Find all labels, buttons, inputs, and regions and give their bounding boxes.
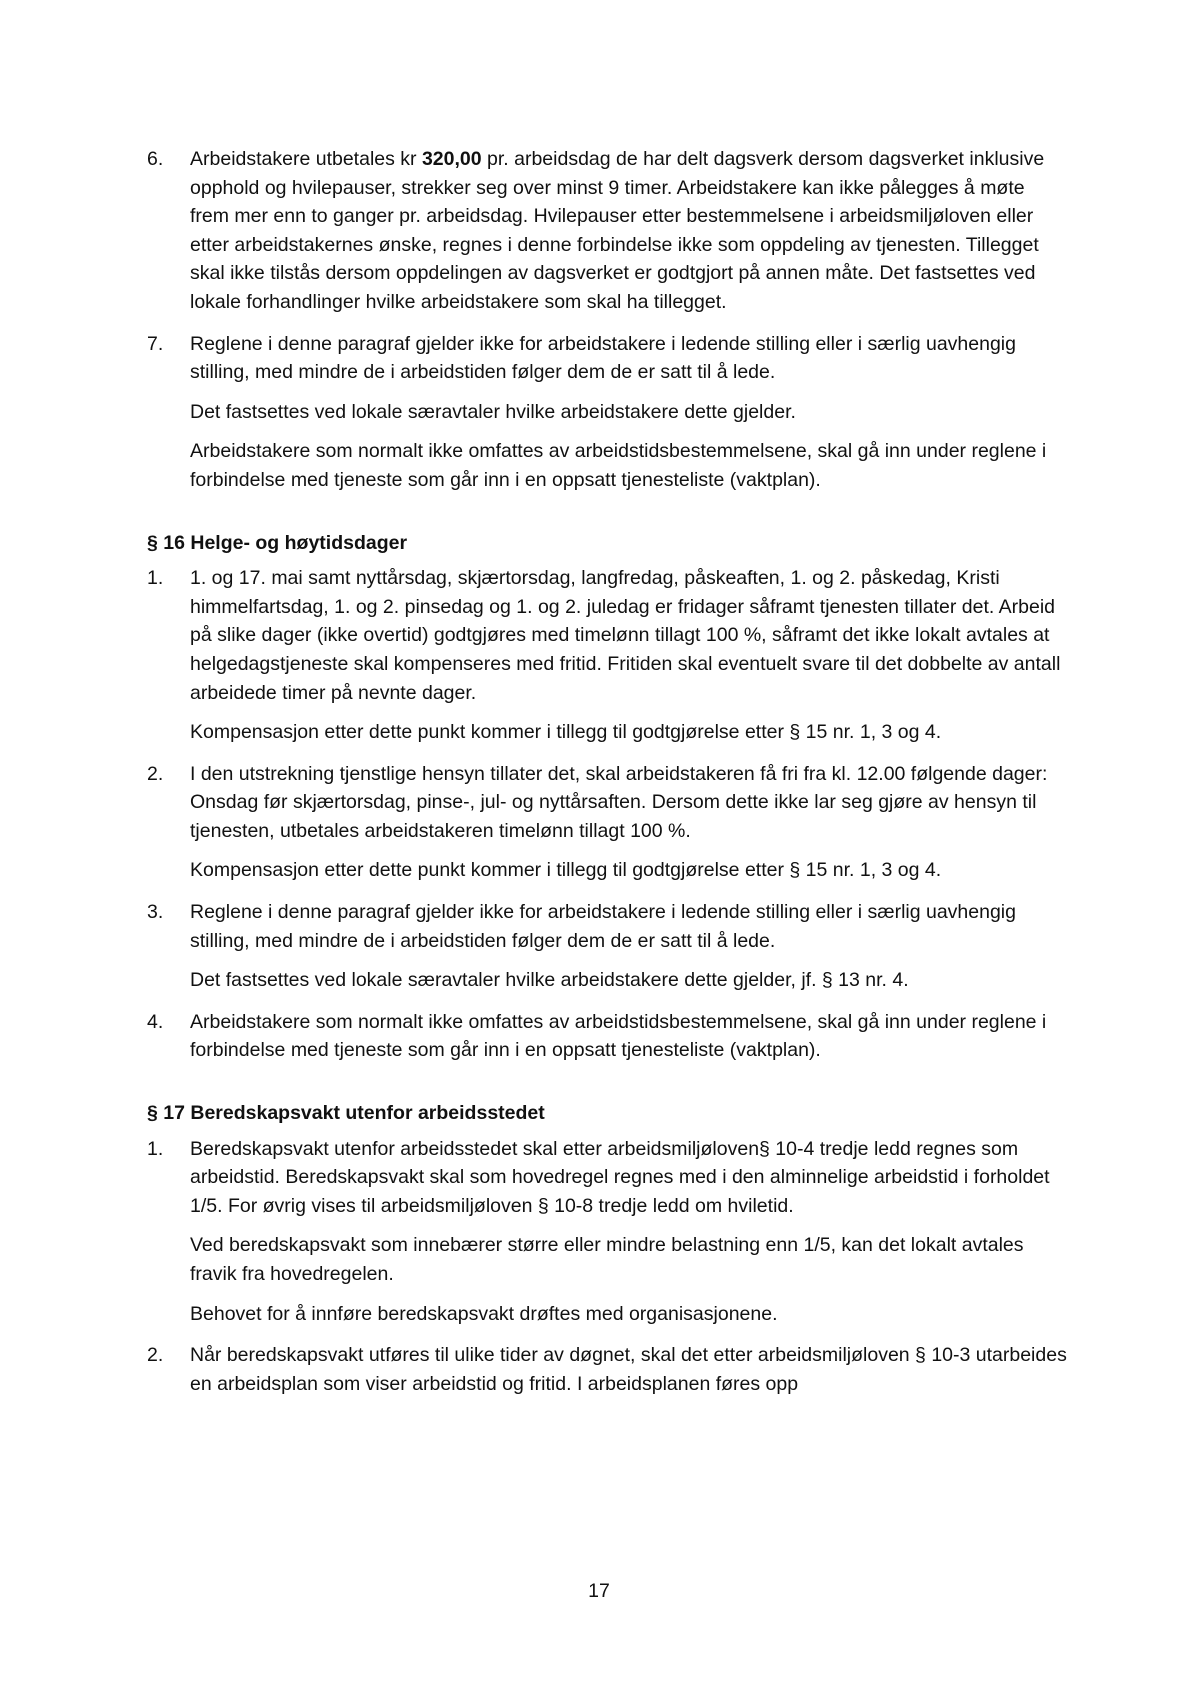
list-item-16-3 <box>147 898 1067 995</box>
paragraph: Beredskapsvakt utenfor arbeidsstedet skal etter arbeidsmiljøloven§ 10-4 tredje ledd regnes som arbeidstid. Beredskapsvakt skal som hovedregel regnes med i den alminnelige arbeidstid i forholdet 1/5. For øvrig vises til arbeidsmiljøloven § 10-8 tredje ledd om hviletid. <box>190 1137 1050 1217</box>
paragraph: 1. og 17. mai samt nyttårsdag, skjærtorsdag, langfredag, påskeaften, 1. og 2. påskedag, Kristi himmelfartsdag, 1. og 2. pinsedag og 1. og 2. juledag er fridager såframt tjenesten tillater det. Arbeid på slike dager (ikke overtid) godtgjøres med timelønn tillagt 100 %, såframt det ikke lokalt avtales at helgedagstjeneste skal kompenseres med fritid. Fritiden skal eventuelt svare til det dobbelte av antall arbeidede timer på nevnte dager. <box>190 567 1061 704</box>
list-item-16-2 <box>147 760 1067 885</box>
paragraph: Ved beredskapsvakt som innebærer større eller mindre belastning enn 1/5, kan det lokalt avtales fravik fra hovedregelen. <box>190 1234 1024 1285</box>
list-number: 3. <box>147 901 164 924</box>
paragraph: Reglene i denne paragraf gjelder ikke for arbeidstakere i ledende stilling eller i særlig uavhengig stilling, med mindre de i arbeidstiden følger dem de er satt til å lede. <box>190 901 1016 952</box>
list-number: 4. <box>147 1010 164 1033</box>
paragraph: Arbeidstakere som normalt ikke omfattes av arbeidstidsbestemmelsene, skal gå inn under reglene i forbindelse med tjeneste som går inn i en oppsatt tjenesteliste (vaktplan). <box>190 440 1047 491</box>
list-item-17-1 <box>147 1135 1067 1329</box>
list-number: 1. <box>147 567 164 590</box>
list-number: 7. <box>147 332 164 355</box>
paragraph: Reglene i denne paragraf gjelder ikke for arbeidstakere i ledende stilling eller i særlig uavhengig stilling, med mindre de i arbeidstiden følger dem de er satt til å lede. <box>190 332 1016 384</box>
list-item-16-1 <box>147 564 1067 747</box>
section-heading-17: § 17 Beredskapsvakt utenfor arbeidsstedet <box>147 1102 545 1125</box>
document-page <box>147 145 1067 1411</box>
page-number: 17 <box>588 1580 610 1602</box>
list-number: 2. <box>147 762 164 785</box>
list-number: 1. <box>147 1137 164 1160</box>
paragraph: I den utstrekning tjenstlige hensyn tillater det, skal arbeidstakeren få fri fra kl. 12.00 følgende dager: Onsdag før skjærtorsdag, pinse-, jul- og nyttårsaften. Dersom dette ikke lar seg gjøre av hensyn til tjenesten, utbetales arbeidstakeren timelønn tillagt 100 %. <box>190 762 1048 842</box>
list-item-7 <box>147 330 1067 495</box>
section-heading-16: § 16 Helge- og høytidsdager <box>147 531 408 554</box>
paragraph: Kompensasjon etter dette punkt kommer i tillegg til godtgjørelse etter § 15 nr. 1, 3 og 4. <box>190 721 942 744</box>
text-run: Arbeidstakere utbetales kr <box>190 148 422 170</box>
paragraph: Det fastsettes ved lokale særavtaler hvilke arbeidstakere dette gjelder, jf. § 13 nr. 4. <box>190 969 909 992</box>
paragraph <box>190 145 1067 317</box>
paragraph: Det fastsettes ved lokale særavtaler hvilke arbeidstakere dette gjelder. <box>190 400 796 423</box>
list-item-16-4 <box>147 1008 1067 1065</box>
text-run: pr. arbeidsdag de har delt dagsverk dersom dagsverket inklusive opphold og hvilepauser, strekker seg over minst 9 timer. Arbeidstakere kan ikke pålegges å møte frem mer enn to ganger pr. arbeidsdag. Hvilepauser etter bestemmelsene i arbeidsmiljøloven eller etter arbeidstakernes ønske, regnes i denne forbindelse ikke som oppdeling av tjenesten. Tillegget skal ikke tilstås dersom oppdelingen av dagsverket er godtgjort på annen måte. Det fastsettes ved lokale forhandlinger hvilke arbeidstakere som skal ha tillegget. <box>190 148 1045 313</box>
paragraph: Arbeidstakere som normalt ikke omfattes av arbeidstidsbestemmelsene, skal gå inn under reglene i forbindelse med tjeneste som går inn i en oppsatt tjenesteliste (vaktplan). <box>190 1010 1047 1062</box>
paragraph: Når beredskapsvakt utføres til ulike tider av døgnet, skal det etter arbeidsmiljøloven § 10-3 utarbeides en arbeidsplan som viser arbeidstid og fritid. I arbeidsplanen føres opp <box>190 1344 1067 1395</box>
list-number: 2. <box>147 1344 164 1367</box>
list-number: 6. <box>147 148 164 170</box>
list-item-6 <box>147 145 1067 317</box>
list-item-17-2 <box>147 1341 1067 1398</box>
paragraph: Behovet for å innføre beredskapsvakt drøftes med organisasjonene. <box>190 1302 778 1325</box>
paragraph: Kompensasjon etter dette punkt kommer i tillegg til godtgjørelse etter § 15 nr. 1, 3 og 4. <box>190 859 942 882</box>
amount-bold: 320,00 <box>421 148 482 170</box>
